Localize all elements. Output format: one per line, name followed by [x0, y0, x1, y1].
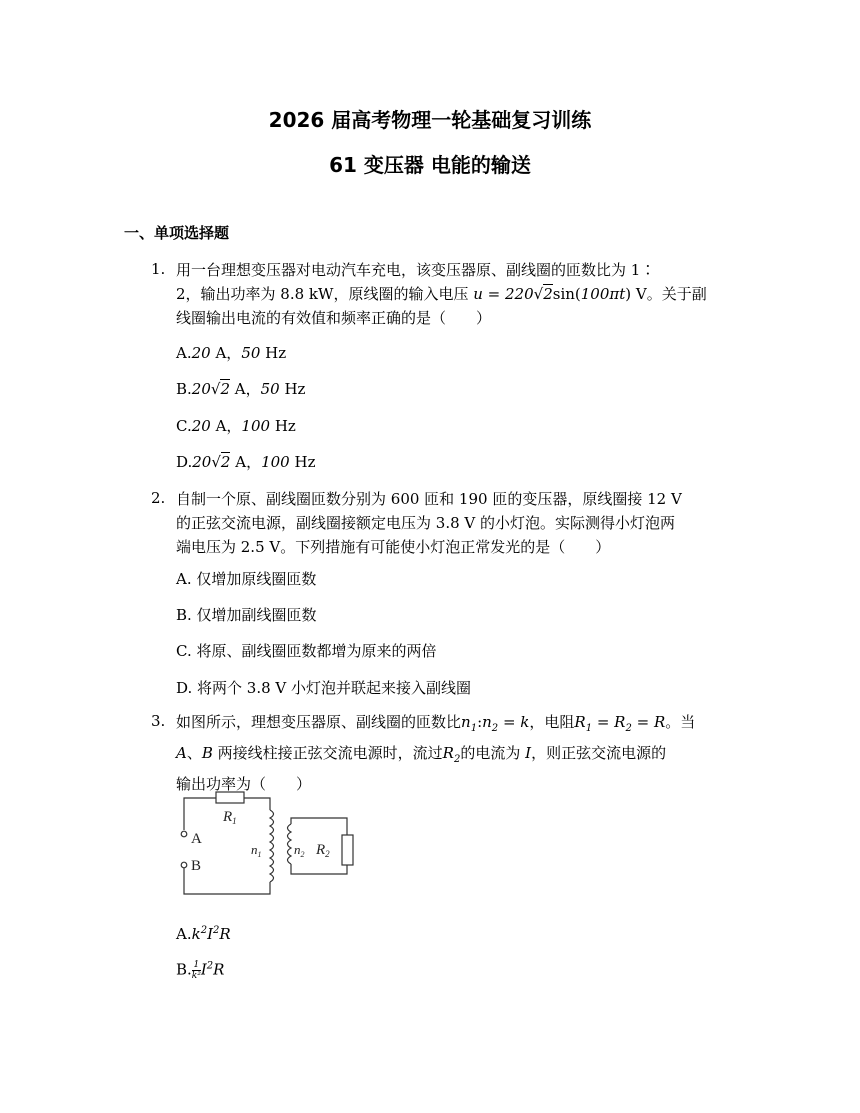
question-3-option-a[interactable]: $A.k^2I^2R$: [176, 925, 231, 943]
terminal-b: [181, 862, 187, 868]
question-3-line-3: 输出功率为（ ）: [176, 775, 312, 793]
label-n1: $n_1$: [251, 842, 262, 859]
question-1-line-1: 用一台理想变压器对电动汽车充电，该变压器原、副线圈的匝数比为 1∶: [176, 261, 656, 279]
question-3-stem: [176, 710, 736, 796]
question-2-line-3: 端电压为 2.5 V。下列措施有可能使小灯泡正常发光的是（ ）: [176, 538, 611, 556]
terminal-a: [181, 831, 187, 837]
wire-top-left: [184, 798, 216, 830]
label-r1: $R_1$: [223, 809, 237, 826]
question-2-number: 2.: [151, 489, 166, 507]
question-2-line-1: 自制一个原、副线圈匝数分别为 600 匝和 190 匝的变压器，原线圈接 12 V: [176, 490, 682, 508]
resistor-r2: [342, 835, 353, 865]
question-1-option-b[interactable]: B.20√2 A，50 Hz: [176, 380, 306, 398]
question-1-stem: [176, 258, 736, 330]
question-3-line-2: A、B 两接线柱接正弦交流电源时，流过$R_2$的电流为 I，则正弦交流电源的: [176, 744, 667, 765]
wire-top-right: [244, 798, 270, 810]
question-1-line-2: 2，输出功率为 8.8 kW，原线圈的输入电压 u = 220√2sin(100πt) V。关于副: [176, 285, 707, 303]
question-2-option-a[interactable]: A. 仅增加原线圈匝数: [176, 570, 317, 588]
question-2-line-2: 的正弦交流电源，副线圈接额定电压为 3.8 V 的小灯泡。实际测得小灯泡两: [176, 514, 675, 532]
question-2-option-c[interactable]: C. 将原、副线圈匝数都增为原来的两倍: [176, 642, 437, 660]
question-1-option-a[interactable]: A.20 A，50 Hz: [176, 344, 287, 362]
section-heading: 一、单项选择题: [124, 224, 230, 242]
wire-secondary-bottom: [291, 864, 347, 874]
transformer-circuit-figure: [176, 788, 366, 900]
question-2-option-d[interactable]: D. 将两个 3.8 V 小灯泡并联起来接入副线圈: [176, 679, 472, 697]
question-1-option-d[interactable]: D.20√2 A，100 Hz: [176, 453, 316, 471]
document-title: 2026 届高考物理一轮基础复习训练: [268, 108, 592, 132]
question-2-option-b[interactable]: B. 仅增加副线圈匝数: [176, 606, 317, 624]
label-n2: $n_2$: [294, 842, 305, 859]
question-1-line-3: 线圈输出电流的有效值和频率正确的是（ ）: [176, 309, 492, 327]
label-r2: $R_2$: [316, 842, 330, 859]
question-3-number: 3.: [151, 712, 166, 730]
label-b: B: [191, 858, 202, 874]
question-3-line-1: 如图所示，理想变压器原、副线圈的匝数比$n_1:n_2 = k$，电阻$R_1 = R_2 = R$。当: [176, 713, 696, 734]
coil-primary: [270, 810, 274, 882]
label-a: A: [191, 831, 202, 847]
question-1-option-c[interactable]: C.20 A，100 Hz: [176, 417, 296, 435]
document-subtitle: 61 变压器 电能的输送: [329, 153, 531, 177]
wire-secondary-top: [291, 818, 347, 835]
question-2-stem: [176, 487, 736, 559]
question-1-number: 1.: [151, 260, 166, 278]
coil-secondary: [288, 824, 292, 864]
resistor-r1: [216, 792, 244, 803]
question-3-option-b[interactable]: B. $\frac{1}{\text{k²}}$ $I^2R$: [176, 960, 225, 981]
fraction-one-over-k-squared: $\frac{1}{\text{k²}}$: [191, 960, 201, 981]
